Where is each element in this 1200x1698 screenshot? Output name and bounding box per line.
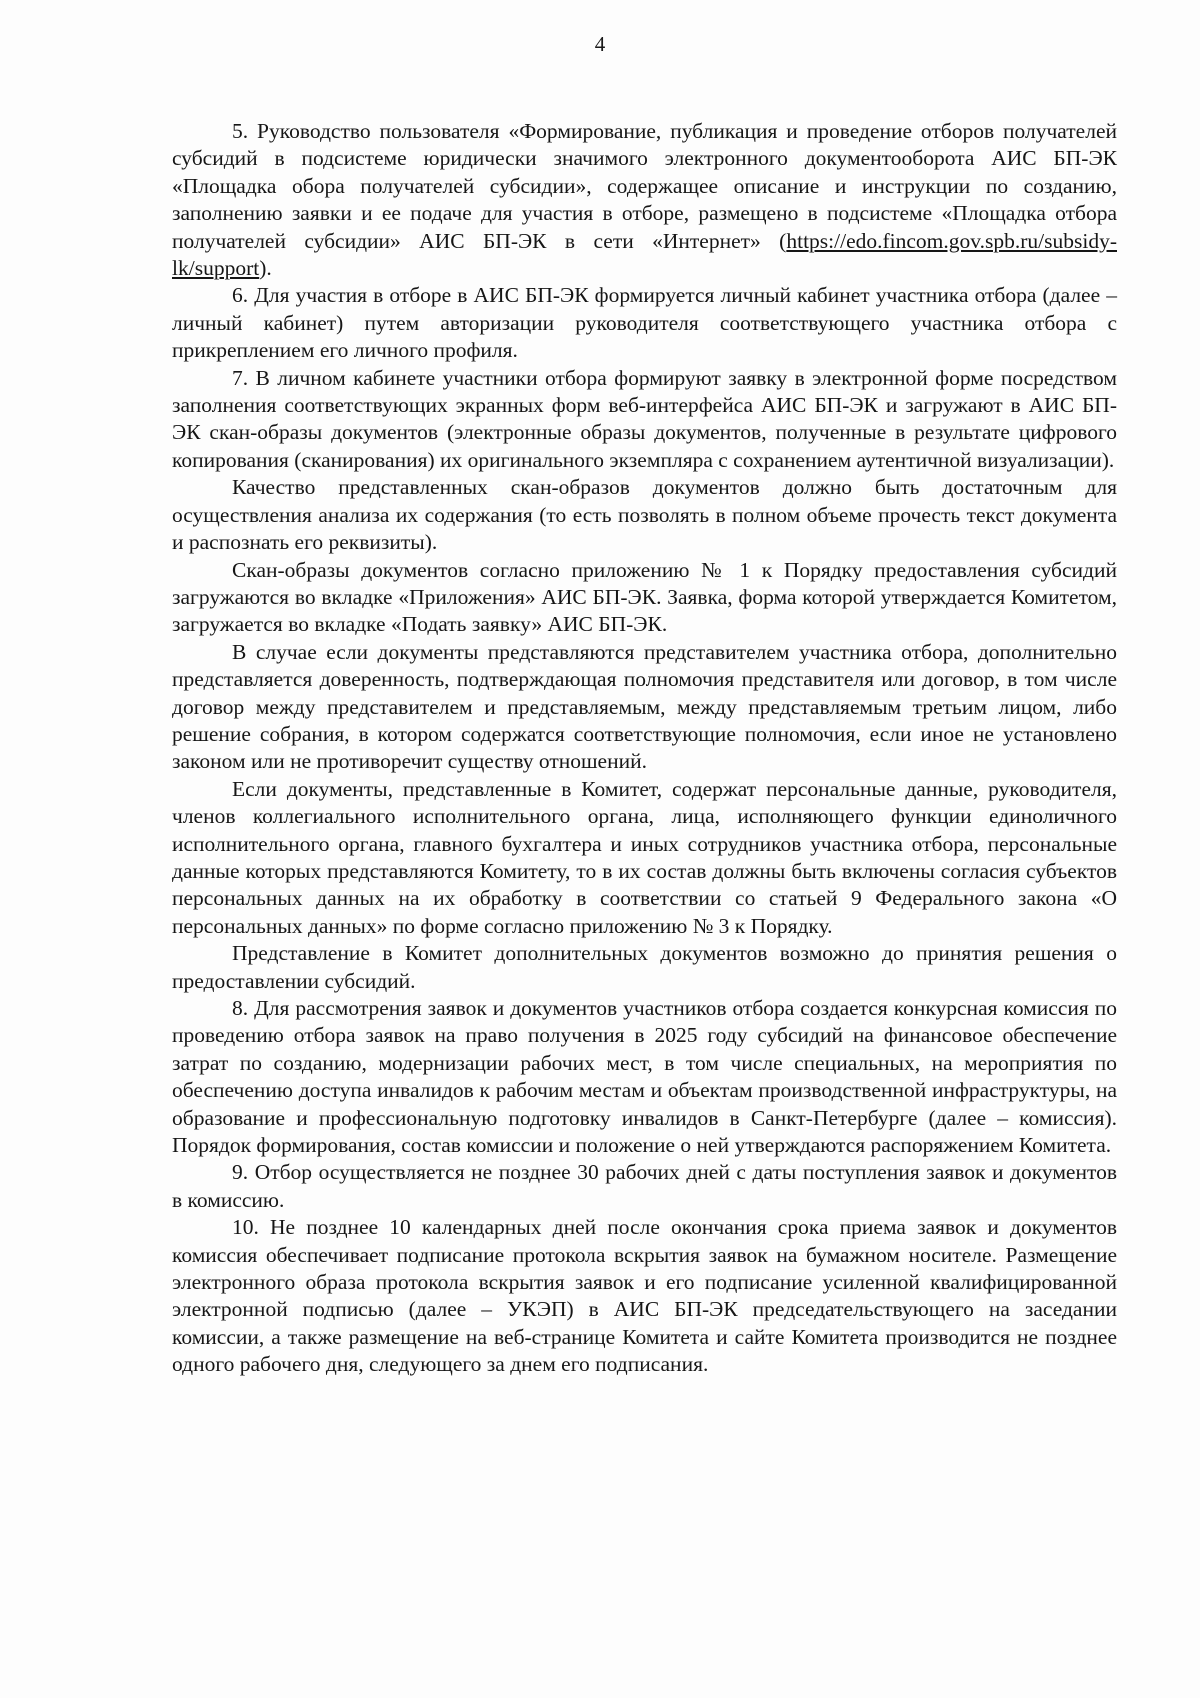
paragraph-5-tail: ). <box>259 256 272 281</box>
paragraph-scan-quality: Качество представленных скан-образов документов должно быть достаточным для осуществления анализа их содержания (то есть позволять в полном объеме прочесть текст документа и распознать его реквизиты). <box>172 475 1117 555</box>
paragraph-9: 9. Отбор осуществляется не позднее 30 рабочих дней с даты поступления заявок и документов в комиссию. <box>172 1160 1117 1212</box>
paragraph-5 <box>172 118 1117 282</box>
paragraph-8: 8. Для рассмотрения заявок и документов участников отбора создается конкурсная комиссия по проведению отбора заявок на право получения в 2025 году субсидий на финансовое обеспечение затрат по созданию, модернизации рабочих мест, в том числе специальных, на мероприятия по обеспечению доступа инвалидов к рабочим местам и объектам производственной инфраструктуры, на образование и профессиональную подготовку инвалидов в Санкт-Петербурге (далее – комиссия). Порядок формирования, состав комиссии и положение о ней утверждаются распоряжением Комитета. <box>172 996 1117 1158</box>
paragraph-additional-documents: Представление в Комитет дополнительных документов возможно до принятия решения о предоставлении субсидий. <box>172 941 1117 993</box>
paragraph-personal-data: Если документы, представленные в Комитет, содержат персональные данные, руководителя, членов коллегиального исполнительного органа, лица, исполняющего функции единоличного исполнительного органа, главного бухгалтера и иных сотрудников участника отбора, персональные данные которых представляются Комитету, то в их состав должны быть включены согласия субъектов персональных данных на их обработку в соответствии со статьей 9 Федерального закона «О персональных данных» по форме согласно приложению № 3 к Порядку. <box>172 776 1117 938</box>
paragraph-7: 7. В личном кабинете участники отбора формируют заявку в электронной форме посредством заполнения соответствующих экранных форм веб-интерфейса АИС БП-ЭК и загружают в АИС БП-ЭК скан-образы документов (электронные образы документов, полученные в результате цифрового копирования (сканирования) их оригинального экземпляра с сохранением аутентичной визуализации). <box>172 365 1117 472</box>
paragraph-10: 10. Не позднее 10 календарных дней после окончания срока приема заявок и документов комиссия обеспечивает подписание протокола вскрытия заявок на бумажном носителе. Размещение электронного образа протокола вскрытия заявок и его подписание усиленной квалифицированной электронной подписью (далее – УКЭП) в АИС БП-ЭК председательствующего на заседании комиссии, а также размещение на веб-странице Комитета и сайте Комитета производится не позднее одного рабочего дня, следующего за днем его подписания. <box>172 1215 1117 1377</box>
paragraph-6: 6. Для участия в отборе в АИС БП-ЭК формируется личный кабинет участника отбора (далее – личный кабинет) путем авторизации руководителя соответствующего участника отбора с прикреплением его личного профиля. <box>172 283 1117 363</box>
page-number: 4 <box>594 32 606 56</box>
paragraph-5-text: 5. Руководство пользователя «Формирование, публикация и проведение отборов получателей субсидий в подсистеме юридически значимого электронного документооборота АИС БП-ЭК «Площадка обора получателей субсидии», содержащее описание и инструкции по созданию, заполнению заявки и ее подаче для участия в отборе, размещено в подсистеме «Площадка отбора получателей субсидии» АИС БП-ЭК в сети «Интернет» ( <box>172 119 1117 253</box>
document-body <box>172 118 1117 1379</box>
paragraph-representative: В случае если документы представляются представителем участника отбора, дополнительно представляется доверенность, подтверждающая полномочия представителя или договор, в том числе договор между представителем и представляемым, между представляемым третьим лицом, либо решение собрания, в котором содержатся соответствующие полномочия, если иное не установлено законом или не противоречит существу отношений. <box>172 639 1117 774</box>
support-link[interactable]: https://edo.fincom.gov.spb.ru/subsidy-lk/support <box>172 228 1117 281</box>
paragraph-scan-upload: Скан-образы документов согласно приложению № 1 к Порядку предоставления субсидий загружаются во вкладке «Приложения» АИС БП-ЭК. Заявка, форма которой утверждается Комитетом, загружается во вкладке «Подать заявку» АИС БП-ЭК. <box>172 557 1117 637</box>
